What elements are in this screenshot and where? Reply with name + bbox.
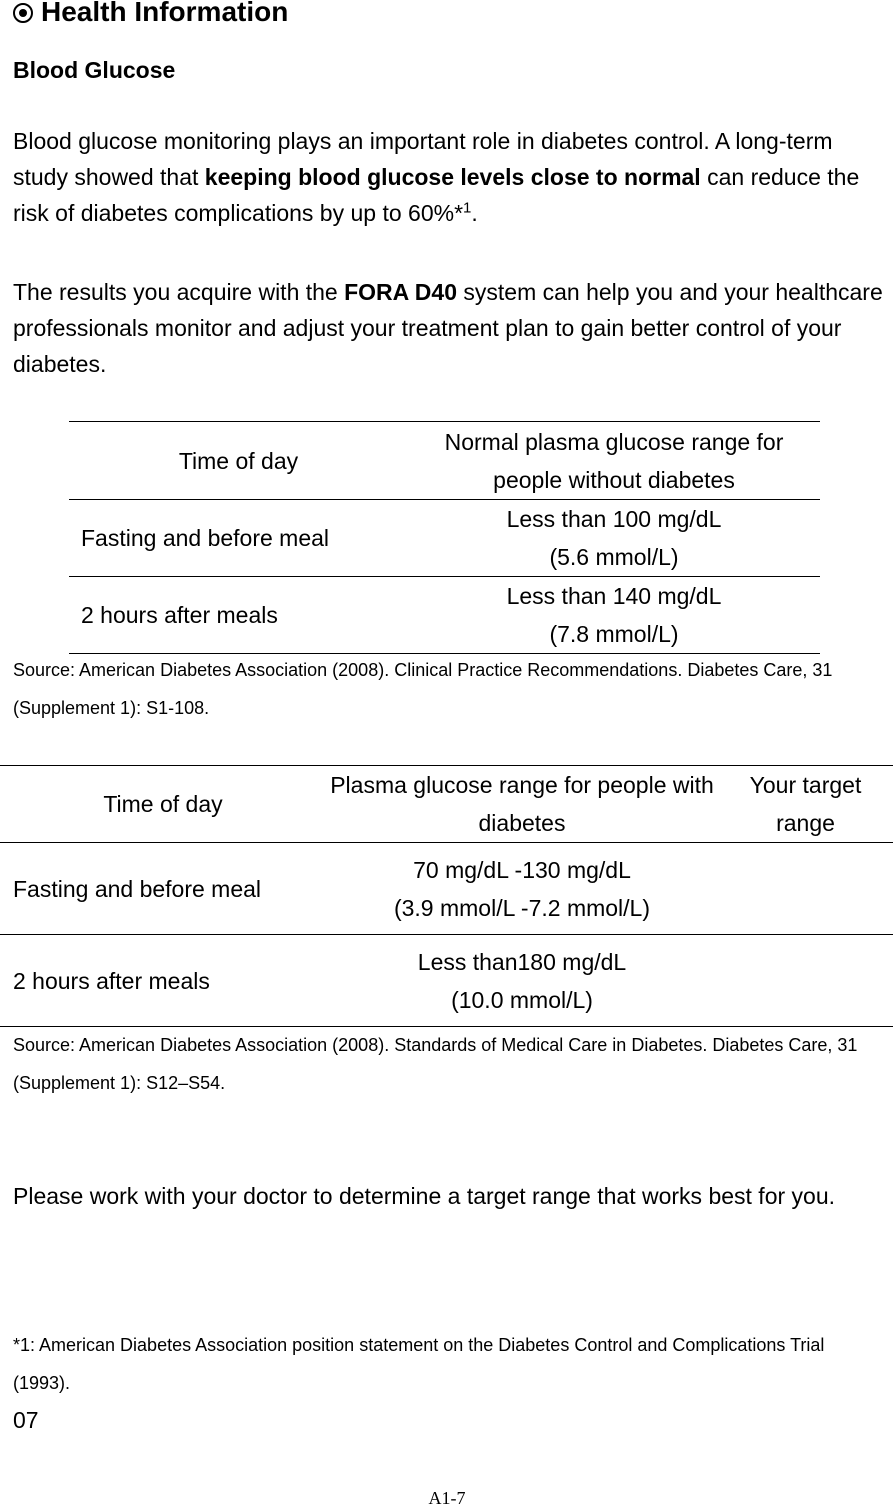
- section-subtitle: Blood Glucose: [13, 57, 176, 83]
- range-line-1: Less than 140 mg/dL: [506, 583, 722, 609]
- table-row: [69, 500, 820, 577]
- normal-range-table: [69, 421, 820, 654]
- row-time: Fasting and before meal: [81, 525, 330, 551]
- intro-text-1: Blood glucose monitoring plays an important role in diabetes control. A long-term study showed that: [13, 128, 833, 190]
- row-range: [408, 500, 820, 577]
- advice-paragraph: Please work with your doctor to determine a target range that works best for you.: [13, 1183, 836, 1209]
- header-normal-range: Normal plasma glucose range for people without diabetes: [444, 428, 784, 493]
- page-title-text: Health Information: [41, 0, 289, 27]
- row-range: [326, 935, 718, 1027]
- table-row: [0, 935, 893, 1027]
- intro-text-2: can reduce the risk of diabetes complications by up to 60%*: [13, 164, 860, 226]
- system-paragraph: [13, 274, 883, 382]
- header-target-range: Your target range: [749, 772, 862, 836]
- row-range: [326, 843, 718, 935]
- page-number: 07: [13, 1407, 39, 1433]
- row-target-range: [718, 935, 893, 1027]
- footnote-marker: 1: [463, 199, 472, 217]
- range-line-1: Less than 100 mg/dL: [506, 506, 722, 532]
- range-line-2: (7.8 mmol/L): [549, 621, 679, 647]
- range-line-2: (10.0 mmol/L): [451, 986, 593, 1013]
- row-time: 2 hours after meals: [13, 967, 210, 994]
- page-title: [13, 0, 288, 30]
- footer-page-label: A1-7: [428, 1488, 466, 1508]
- system-text-2: system can help you and your healthcare professionals monitor and adjust your treatment plan to gain better control of your diabetes.: [13, 279, 883, 377]
- range-line-1: 70 mg/dL -130 mg/dL: [413, 856, 631, 883]
- range-line-2: (3.9 mmol/L -7.2 mmol/L): [393, 894, 651, 921]
- table-header-row: [69, 422, 820, 500]
- system-text-1: The results you acquire with the: [13, 279, 345, 305]
- range-line-2: (5.6 mmol/L): [549, 544, 679, 570]
- footnote: *1: American Diabetes Association position statement on the Diabetes Control and Complications Trial (1993).: [13, 1335, 825, 1393]
- header-diabetes-range: Plasma glucose range for people with diabetes: [330, 772, 714, 836]
- table-row: [69, 577, 820, 654]
- radio-bullet-icon: [13, 3, 33, 23]
- row-time: Fasting and before meal: [13, 875, 262, 902]
- row-target-range: [718, 843, 893, 935]
- table2-source: Source: American Diabetes Association (2008). Standards of Medical Care in Diabetes. Diabetes Care, 31 (Supplement 1): S12–S54.: [13, 1035, 858, 1093]
- header-time-of-day: Time of day: [178, 447, 299, 474]
- intro-bold-text: keeping blood glucose levels close to normal: [204, 164, 701, 190]
- header-time-of-day: Time of day: [103, 791, 223, 817]
- diabetes-range-table: [0, 765, 893, 1027]
- intro-paragraph: [13, 123, 883, 231]
- system-bold-text: FORA D40: [344, 279, 457, 305]
- table-row: [0, 843, 893, 935]
- range-line-1: Less than180 mg/dL: [417, 948, 627, 975]
- intro-end: .: [471, 200, 478, 226]
- table-header-row: [0, 766, 893, 843]
- row-time: 2 hours after meals: [81, 602, 278, 628]
- row-range: [408, 577, 820, 654]
- table1-source: Source: American Diabetes Association (2008). Clinical Practice Recommendations. Diabetes Care, 31 (Supplement 1): S1-108.: [13, 660, 833, 718]
